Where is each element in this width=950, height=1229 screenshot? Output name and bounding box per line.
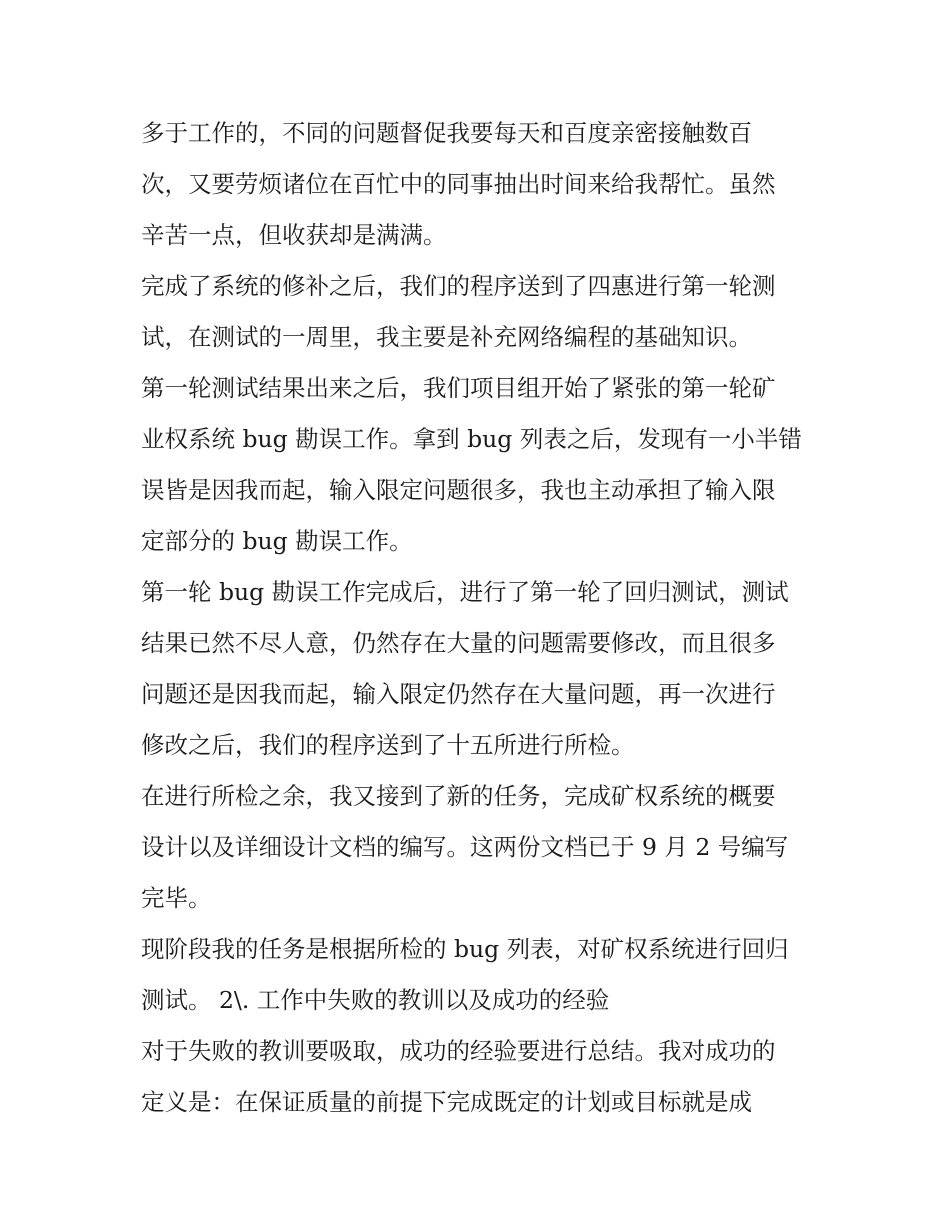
text-line: 测试。 2\. 工作中失败的教训以及成功的经验 [141, 986, 610, 1014]
text-line: 第一轮 bug 勘误工作完成后，进行了第一轮了回归测试，测试 [141, 578, 789, 606]
text-line: 修改之后，我们的程序送到了十五所进行所检。 [141, 731, 635, 759]
text-line: 辛苦一点，但收获却是满满。 [141, 221, 447, 249]
text-line: 试，在测试的一周里，我主要是补充网络编程的基础知识。 [141, 323, 752, 351]
text-line: 次，又要劳烦诸位在百忙中的同事抽出时间来给我帮忙。虽然 [141, 170, 776, 198]
text-line: 对于失败的教训要吸取，成功的经验要进行总结。我对成功的 [141, 1037, 776, 1065]
text-line: 设计以及详细设计文档的编写。这两份文档已于 9 月 2 号编写 [141, 833, 789, 861]
text-line: 定部分的 bug 勘误工作。 [141, 527, 413, 555]
text-line: 结果已然不尽人意，仍然存在大量的问题需要修改，而且很多 [141, 629, 776, 657]
text-line: 定义是：在保证质量的前提下完成既定的计划或目标就是成 [141, 1088, 752, 1116]
body-text [141, 108, 816, 1128]
text-line: 多于工作的，不同的问题督促我要每天和百度亲密接触数百 [141, 119, 752, 147]
text-line: 业权系统 bug 勘误工作。拿到 bug 列表之后，发现有一小半错 [141, 425, 802, 453]
text-line: 完毕。 [141, 884, 212, 912]
text-line: 问题还是因我而起，输入限定仍然存在大量问题，再一次进行 [141, 680, 776, 708]
text-line: 完成了系统的修补之后，我们的程序送到了四惠进行第一轮测 [141, 272, 776, 300]
text-line: 现阶段我的任务是根据所检的 bug 列表，对矿权系统进行回归 [141, 935, 789, 963]
text-line: 第一轮测试结果出来之后，我们项目组开始了紧张的第一轮矿 [141, 374, 776, 402]
text-line: 在进行所检之余，我又接到了新的任务，完成矿权系统的概要 [141, 782, 776, 810]
text-line: 误皆是因我而起，输入限定问题很多，我也主动承担了输入限 [141, 476, 776, 504]
